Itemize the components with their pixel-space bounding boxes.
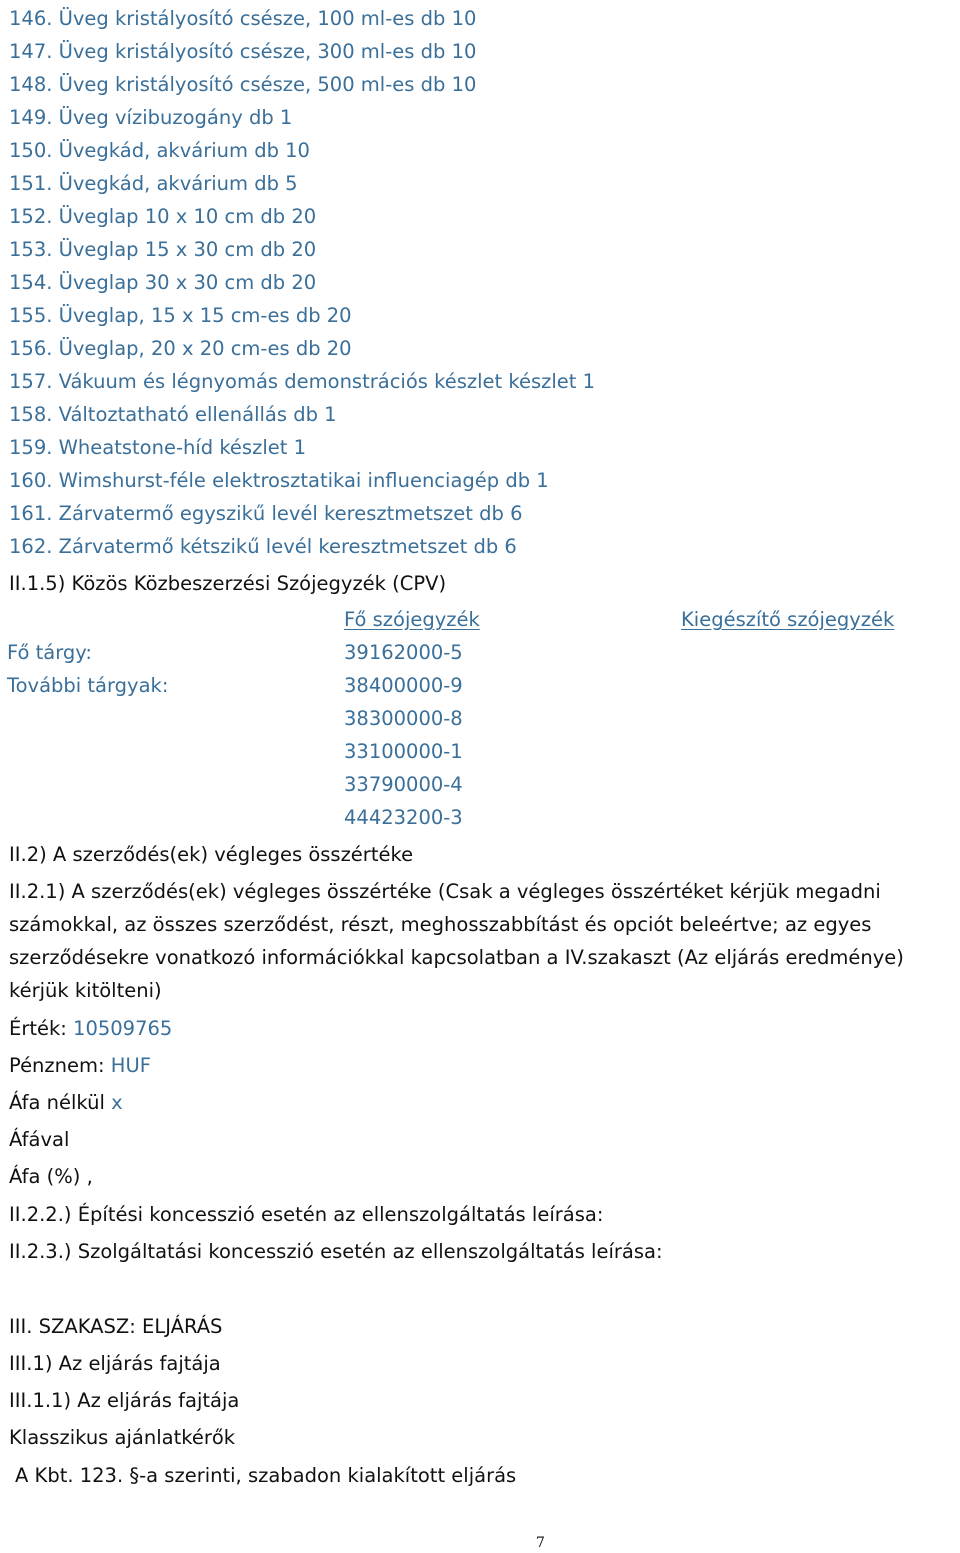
list-item: 160. Wimshurst-féle elektrosztatikai influenciagép db 1 (9, 469, 549, 492)
list-item: 148. Üveg kristályosító csésze, 500 ml-es db 10 (9, 73, 477, 96)
list-item: 149. Üveg vízibuzogány db 1 (9, 106, 293, 129)
value-amount: 10509765 (73, 1017, 173, 1040)
cpv-main-object-code: 39162000-5 (344, 641, 463, 664)
procedure-type-detail: A Kbt. 123. §-a szerinti, szabadon kialakított eljárás (15, 1464, 517, 1487)
cpv-other-code: 33790000-4 (344, 773, 463, 796)
cpv-other-code: 38300000-8 (344, 707, 463, 730)
page-number: 7 (536, 1535, 545, 1551)
list-item: 146. Üveg kristályosító csésze, 100 ml-es db 10 (9, 7, 477, 30)
vat-excluded-row (9, 1086, 959, 1119)
list-item: 157. Vákuum és légnyomás demonstrációs készlet készlet 1 (9, 370, 596, 393)
list-item: 159. Wheatstone-híd készlet 1 (9, 436, 306, 459)
contract-value-heading: II.2) A szerződés(ek) végleges összértéke (9, 843, 414, 866)
cpv-other-code: 38400000-9 (344, 674, 463, 697)
contract-value-description: II.2.1) A szerződés(ek) végleges összértéke (Csak a végleges összértéket kérjük megadni számokkal, az összes szerződést, részt, meghosszabbítást és opciót beleértve; az egyes szerződésekre vonatkozó információkkal kapcsolatban a IV.szakaszt (Az eljárás eredménye) kérjük kitölteni) (9, 880, 904, 1002)
value-row (9, 1012, 959, 1045)
cpv-main-object-label: Fő tárgy: (7, 641, 92, 664)
list-item: 158. Változtatható ellenállás db 1 (9, 403, 337, 426)
procedure-type-subheading: III.1.1) Az eljárás fajtája (9, 1389, 240, 1412)
cpv-supplementary-vocab-header: Kiegészítő szójegyzék (681, 608, 895, 631)
currency-value: HUF (110, 1054, 151, 1077)
works-concession-label: II.2.2.) Építési koncesszió esetén az ellenszolgáltatás leírása: (9, 1203, 604, 1226)
cpv-main-vocab-header: Fő szójegyzék (344, 608, 480, 631)
list-item: 154. Üveglap 30 x 30 cm db 20 (9, 271, 317, 294)
cpv-other-code: 44423200-3 (344, 806, 463, 829)
cpv-other-code: 33100000-1 (344, 740, 463, 763)
list-item: 151. Üvegkád, akvárium db 5 (9, 172, 298, 195)
vat-excluded-label: Áfa nélkül (9, 1091, 105, 1114)
procedure-type-value: Klasszikus ajánlatkérők (9, 1426, 236, 1449)
currency-row (9, 1049, 959, 1082)
procedure-section-title: III. SZAKASZ: ELJÁRÁS (9, 1315, 223, 1338)
cpv-other-objects-label: További tárgyak: (7, 674, 169, 697)
list-item: 161. Zárvatermő egyszikű levél keresztmetszet db 6 (9, 502, 523, 525)
list-item: 156. Üveglap, 20 x 20 cm-es db 20 (9, 337, 352, 360)
list-item: 150. Üvegkád, akvárium db 10 (9, 139, 310, 162)
list-item: 152. Üveglap 10 x 10 cm db 20 (9, 205, 317, 228)
list-item: 147. Üveg kristályosító csésze, 300 ml-es db 10 (9, 40, 477, 63)
vat-excluded-mark: x (111, 1091, 123, 1114)
value-label: Érték: (9, 1017, 67, 1040)
list-item: 153. Üveglap 15 x 30 cm db 20 (9, 238, 317, 261)
cpv-heading: II.1.5) Közös Közbeszerzési Szójegyzék (CPV) (9, 572, 447, 595)
vat-rate-label: Áfa (%) , (9, 1165, 93, 1188)
list-item: 162. Zárvatermő kétszikű levél keresztmetszet db 6 (9, 535, 517, 558)
service-concession-label: II.2.3.) Szolgáltatási koncesszió esetén az ellenszolgáltatás leírása: (9, 1240, 663, 1263)
procedure-type-heading: III.1) Az eljárás fajtája (9, 1352, 221, 1375)
currency-label: Pénznem: (9, 1054, 105, 1077)
vat-included-label: Áfával (9, 1128, 70, 1151)
list-item: 155. Üveglap, 15 x 15 cm-es db 20 (9, 304, 352, 327)
